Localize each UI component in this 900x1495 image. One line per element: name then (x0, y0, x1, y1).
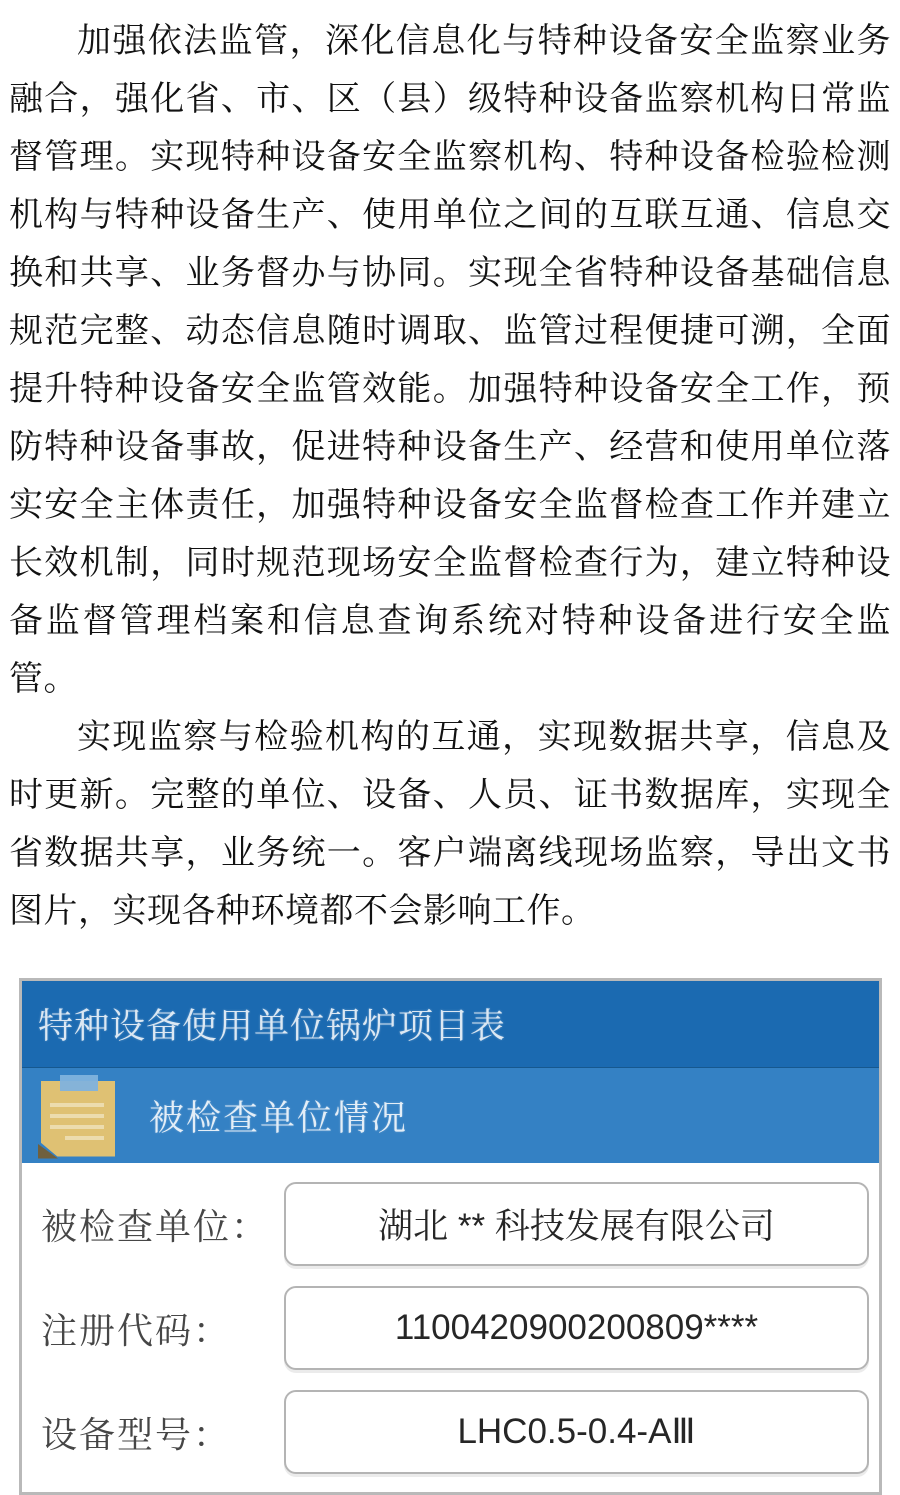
boiler-project-form (19, 978, 882, 1495)
form-row-registration-code (22, 1286, 879, 1370)
equipment-model-input[interactable] (284, 1390, 869, 1474)
inspected-unit-label: 被检查单位： (41, 1205, 270, 1247)
registration-code-input[interactable] (284, 1286, 869, 1370)
note-icon-line-short (65, 1136, 104, 1140)
inspected-unit-input[interactable] (284, 1182, 869, 1266)
registration-code-label: 注册代码： (41, 1309, 232, 1351)
section-header-bar (22, 1068, 879, 1163)
form-title: 特种设备使用单位锅炉项目表 (38, 1007, 507, 1046)
paragraph-data-sharing: 实现监察与检验机构的互通，实现数据共享，信息及时更新。完整的单位、设备、人员、证书数据库，实现全省数据共享，业务统一。客户端离线现场监察，导出文书图片，实现各种环境都不会影响工作。 (9, 718, 891, 930)
form-row-inspected-unit (22, 1182, 879, 1266)
note-icon-tape (60, 1075, 98, 1091)
form-title-bar (22, 981, 879, 1068)
note-icon-lines (50, 1103, 104, 1136)
section-title: 被检查单位情况 (149, 1098, 409, 1138)
form-row-equipment-model (22, 1390, 879, 1474)
note-icon (41, 1075, 115, 1157)
paragraph-supervision: 加强依法监管，深化信息化与特种设备安全监察业务融合，强化省、市、区（县）级特种设备监察机构日常监督管理。实现特种设备安全监察机构、特种设备检验检测机构与特种设备生产、使用单位之间的互联互通、信息交换和共享、业务督办与协同。实现全省特种设备基础信息规范完整、动态信息随时调取、监管过程便捷可溯，全面提升特种设备安全监管效能。加强特种设备安全工作，预防特种设备事故，促进特种设备生产、经营和使用单位落实安全主体责任，加强特种设备安全监督检查工作并建立长效机制，同时规范现场安全监督检查行为，建立特种设备监督管理档案和信息查询系统对特种设备进行安全监管。 (9, 22, 891, 698)
form-body (22, 1163, 879, 1492)
equipment-model-label: 设备型号： (41, 1413, 232, 1455)
